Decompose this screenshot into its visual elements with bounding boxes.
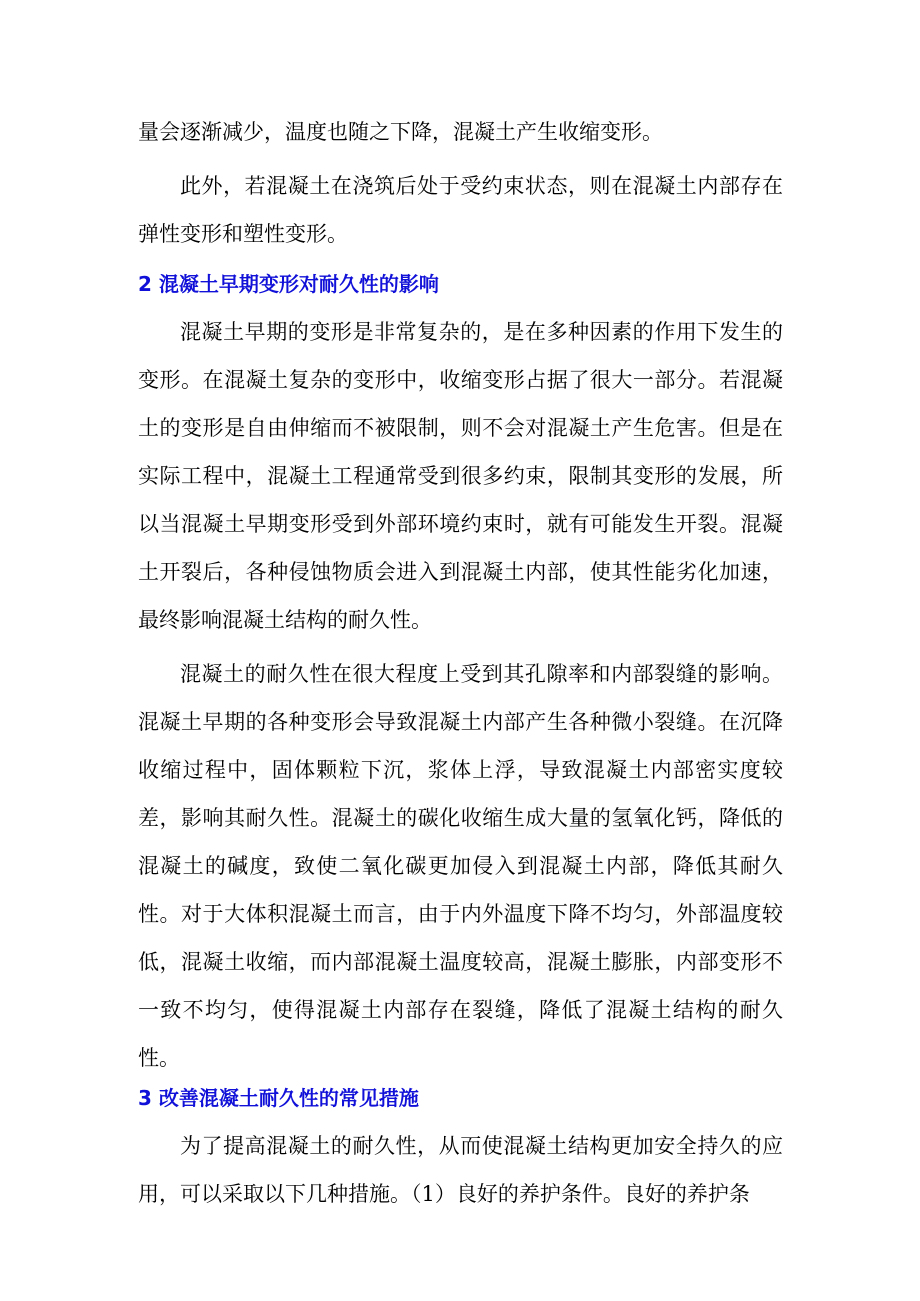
- paragraph-continuation: 量会逐渐减少，温度也随之下降，混凝土产生收缩变形。: [138, 120, 663, 144]
- section2-paragraph-1: 混凝土早期的变形是非常复杂的，是在多种因素的作用下发生的变形。在混凝土复杂的变形中，收缩变形占据了很大一部分。若混凝土的变形是自由伸缩而不被限制，则不会对混凝土产生危害。但是在实际工程中，混凝土工程通常受到很多约束，限制其变形的发展，所以当混凝土早期变形受到外部环境约束时，就有可能发生开裂。混凝土开裂后，各种侵蚀物质会进入到混凝土内部，使其性能劣化加速，最终影响混凝土结构的耐久性。: [138, 320, 783, 632]
- paragraph-constraint: 此外，若混凝土在浇筑后处于受约束状态，则在混凝土内部存在弹性变形和塑性变形。: [138, 174, 783, 246]
- section-heading-3: 3 改善混凝土耐久性的常见措施: [138, 1086, 419, 1110]
- section-heading-2: 2 混凝土早期变形对耐久性的影响: [138, 272, 439, 296]
- section2-paragraph-2: 混凝土的耐久性在很大程度上受到其孔隙率和内部裂缝的影响。混凝土早期的各种变形会导致混凝土内部产生各种微小裂缝。在沉降收缩过程中，固体颗粒下沉，浆体上浮，导致混凝土内部密实度较差，影响其耐久性。混凝土的碳化收缩生成大量的氢氧化钙，降低的混凝土的碱度，致使二氧化碳更加侵入到混凝土内部，降低其耐久性。对于大体积混凝土而言，由于内外温度下降不均匀，外部温度较低，混凝土收缩，而内部混凝土温度较高，混凝土膨胀，内部变形不一致不均匀，使得混凝土内部存在裂缝，降低了混凝土结构的耐久性。: [138, 662, 783, 1070]
- section3-paragraph-1: 为了提高混凝土的耐久性，从而使混凝土结构更加安全持久的应用，可以采取以下几种措施。（1）良好的养护条件。良好的养护条: [138, 1134, 783, 1206]
- document-body: [138, 108, 783, 1224]
